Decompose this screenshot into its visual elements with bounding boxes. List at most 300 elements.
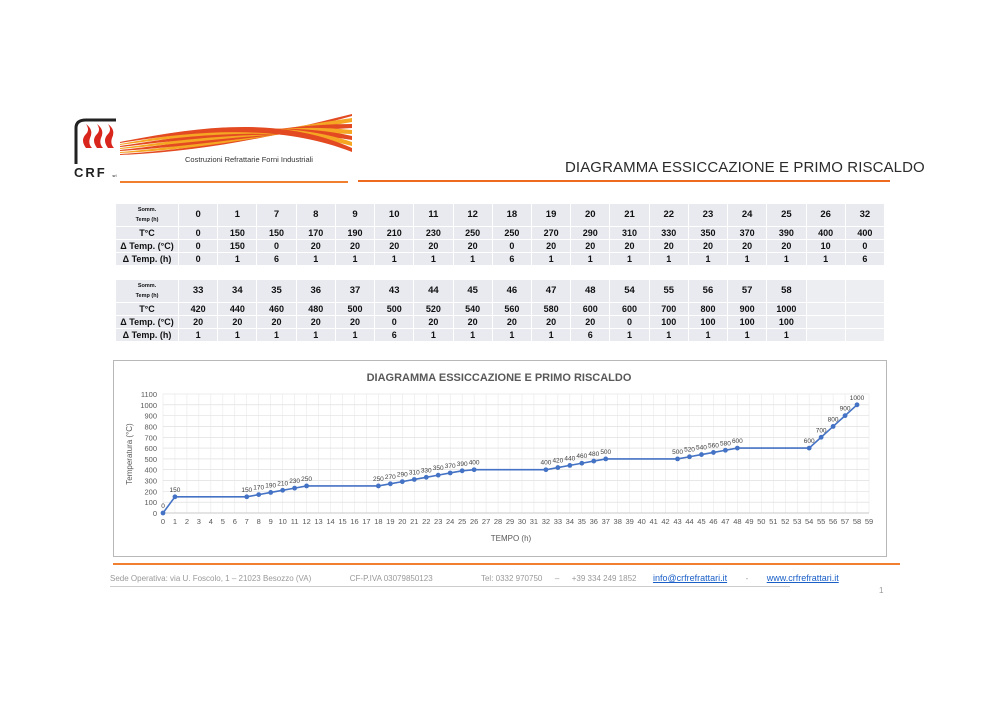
table-cell: 36 — [297, 280, 335, 302]
y-tick-label: 1000 — [140, 400, 157, 410]
table-cell: 1 — [179, 329, 217, 341]
y-tick-label: 900 — [144, 411, 157, 421]
data-label: 480 — [588, 451, 600, 459]
table-cell: 44 — [414, 280, 452, 302]
table-cell: 20 — [257, 316, 295, 328]
table-cell: 20 — [571, 240, 609, 252]
table-cell: 1 — [218, 204, 256, 226]
document-title: DIAGRAMMA ESSICCAZIONE E PRIMO RISCALDO — [565, 159, 925, 176]
table-cell: 1 — [807, 253, 845, 265]
table-cell: 540 — [454, 303, 492, 315]
x-tick-label: 58 — [852, 517, 862, 526]
page-number: 1 — [879, 586, 884, 595]
x-tick-label: 39 — [625, 517, 634, 526]
table-cell — [846, 329, 884, 341]
x-tick-label: 40 — [637, 517, 646, 526]
x-tick-label: 18 — [374, 517, 383, 526]
data-label: 330 — [420, 467, 432, 475]
data-label: 420 — [552, 457, 564, 465]
x-tick-label: 57 — [840, 517, 850, 526]
x-tick-label: 46 — [709, 517, 718, 526]
x-tick-label: 19 — [386, 517, 395, 526]
table-cell: 54 — [610, 280, 648, 302]
data-label: 460 — [576, 453, 588, 461]
x-tick-label: 38 — [613, 517, 622, 526]
table-cell: 1 — [336, 329, 374, 341]
x-tick-label: 53 — [793, 517, 802, 526]
temperature-chart — [113, 360, 885, 555]
data-label: 500 — [672, 448, 683, 456]
table-cell: 20 — [336, 316, 374, 328]
table-cell: 1 — [414, 253, 452, 265]
table-cell: 20 — [454, 240, 492, 252]
data-label: 520 — [684, 446, 695, 454]
table-cell: 1 — [493, 329, 531, 341]
y-tick-label: 400 — [144, 465, 157, 475]
table-cell: 100 — [650, 316, 688, 328]
footer-email-link[interactable]: info@crfrefrattari.it — [652, 573, 728, 583]
schedule-table-2 — [115, 279, 885, 342]
data-point — [544, 467, 549, 472]
delta-temp-row — [116, 240, 884, 252]
table-cell: 20 — [454, 316, 492, 328]
table-cell: 26 — [807, 204, 845, 226]
footer-mobile: +39 334 249 1852 — [571, 574, 637, 583]
data-point — [161, 511, 166, 516]
table-cell — [807, 280, 845, 302]
data-label: 560 — [708, 442, 719, 450]
table-cell: 20 — [571, 204, 609, 226]
x-tick-label: 16 — [350, 517, 359, 526]
y-tick-label: 800 — [144, 422, 157, 432]
data-point — [292, 486, 297, 491]
x-tick-label: 23 — [434, 517, 443, 526]
table-cell: 150 — [218, 227, 256, 239]
table-cell: 1 — [218, 329, 256, 341]
footer-vat: CF-P.IVA 03079850123 — [349, 574, 433, 583]
x-tick-label: 52 — [781, 517, 790, 526]
x-tick-label: 35 — [577, 517, 586, 526]
table-cell: 23 — [689, 204, 727, 226]
crf-logo-icon — [72, 118, 118, 166]
table-cell: 480 — [297, 303, 335, 315]
data-label: 170 — [253, 484, 265, 492]
table-cell: 440 — [218, 303, 256, 315]
temperature-row — [116, 227, 884, 239]
data-label: 400 — [540, 459, 552, 467]
table-cell: 420 — [179, 303, 217, 315]
data-point — [591, 459, 596, 464]
legal-fine-print-lines — [110, 584, 890, 587]
table-cell: 8 — [297, 204, 335, 226]
x-tick-label: 59 — [864, 517, 874, 526]
company-name: Costruzioni Refrattarie Forni Industriali — [185, 155, 313, 164]
table-cell: 20 — [532, 316, 570, 328]
table-cell: 1 — [257, 329, 295, 341]
data-point — [687, 454, 692, 459]
footer-address: Sede Operativa: via U. Foscolo, 1 – 21023 Besozzo (VA) — [110, 574, 312, 583]
table-cell: 18 — [493, 204, 531, 226]
table-cell: 1 — [610, 329, 648, 341]
table-cell: 45 — [454, 280, 492, 302]
table-cell: 19 — [532, 204, 570, 226]
table-cell: 210 — [375, 227, 413, 239]
table-cell: 20 — [493, 316, 531, 328]
table-cell: 25 — [767, 204, 805, 226]
data-point — [472, 467, 477, 472]
data-point — [244, 494, 249, 499]
hours-row — [116, 204, 884, 226]
table-cell — [807, 316, 845, 328]
data-label: 350 — [432, 465, 444, 473]
data-point — [304, 484, 309, 489]
table-cell: 500 — [336, 303, 374, 315]
data-label: 400 — [468, 459, 480, 467]
table-cell: 24 — [728, 204, 766, 226]
header-divider-right — [358, 180, 890, 182]
table-cell: 1000 — [767, 303, 805, 315]
x-tick-label: 26 — [469, 517, 479, 526]
table-cell: 9 — [336, 204, 374, 226]
table-cell: 1 — [336, 253, 374, 265]
footer-phone: Tel: 0332 970750 — [480, 574, 543, 583]
table-cell: 56 — [689, 280, 727, 302]
table-cell: 20 — [218, 316, 256, 328]
table-cell: 7 — [257, 204, 295, 226]
table-cell: 55 — [650, 280, 688, 302]
table-cell: 100 — [728, 316, 766, 328]
data-label: 370 — [444, 462, 456, 470]
x-tick-label: 31 — [529, 517, 539, 526]
table-cell: 33 — [179, 280, 217, 302]
x-tick-label: 3 — [196, 517, 201, 526]
x-tick-label: 29 — [505, 517, 515, 526]
table-cell: 47 — [532, 280, 570, 302]
footer — [110, 573, 870, 583]
table-cell: 390 — [767, 227, 805, 239]
data-point — [723, 448, 728, 453]
table-cell: 1 — [767, 329, 805, 341]
table-cell: 20 — [650, 240, 688, 252]
x-tick-label: 9 — [268, 517, 273, 526]
data-label: 500 — [600, 448, 612, 456]
schedule-table-1 — [115, 203, 885, 266]
x-tick-label: 20 — [398, 517, 407, 526]
table-cell: 1 — [650, 329, 688, 341]
table-cell: 350 — [689, 227, 727, 239]
table-cell: 20 — [297, 316, 335, 328]
table-cell: 0 — [610, 316, 648, 328]
logo-text: CRF srl — [74, 165, 117, 180]
data-label: 540 — [696, 444, 707, 452]
table-cell: 20 — [767, 240, 805, 252]
data-label: 230 — [289, 478, 301, 486]
table-cell: 10 — [807, 240, 845, 252]
data-label: 150 — [241, 486, 253, 494]
row-label: Δ Temp. (h) — [116, 253, 178, 265]
x-tick-label: 49 — [745, 517, 754, 526]
row-label: T°C — [116, 227, 178, 239]
table-cell: 11 — [414, 204, 452, 226]
data-label: 600 — [803, 438, 815, 446]
table-cell: 35 — [257, 280, 295, 302]
x-tick-label: 21 — [410, 517, 419, 526]
table-cell: 10 — [375, 204, 413, 226]
data-label: 700 — [815, 427, 827, 435]
table-cell: 0 — [846, 240, 884, 252]
table-cell: 290 — [571, 227, 609, 239]
table-cell: 0 — [375, 316, 413, 328]
table-cell — [807, 329, 845, 341]
table-cell: 250 — [454, 227, 492, 239]
temp-h-label: Temp (h) — [135, 293, 159, 299]
data-point — [448, 471, 453, 476]
row-label — [116, 204, 178, 226]
table-cell: 20 — [728, 240, 766, 252]
y-tick-label: 500 — [144, 454, 157, 464]
table-cell: 1 — [571, 253, 609, 265]
data-label: 190 — [265, 482, 277, 490]
data-point — [831, 424, 836, 429]
data-point — [173, 494, 178, 499]
table-cell: 520 — [414, 303, 452, 315]
x-tick-label: 8 — [256, 517, 261, 526]
row-label: Δ Temp. (°C) — [116, 316, 178, 328]
footer-website-link[interactable]: www.crfrefrattari.it — [766, 573, 839, 583]
table-cell: 700 — [650, 303, 688, 315]
table-cell: 0 — [493, 240, 531, 252]
table-cell: 460 — [257, 303, 295, 315]
x-tick-label: 17 — [362, 517, 371, 526]
table-cell — [846, 303, 884, 315]
x-tick-label: 47 — [721, 517, 730, 526]
x-tick-label: 41 — [649, 517, 658, 526]
table-cell: 0 — [179, 227, 217, 239]
data-point — [555, 465, 560, 470]
data-label: 800 — [827, 416, 839, 424]
data-point — [256, 492, 261, 497]
y-tick-label: 700 — [144, 433, 157, 443]
table-cell — [846, 280, 884, 302]
table-cell: 32 — [846, 204, 884, 226]
table-cell: 1 — [689, 253, 727, 265]
temp-h-label: Temp (h) — [135, 217, 159, 223]
y-tick-label: 100 — [144, 498, 157, 508]
table-cell: 600 — [610, 303, 648, 315]
x-tick-label: 32 — [541, 517, 551, 526]
x-tick-label: 33 — [553, 517, 563, 526]
x-tick-label: 56 — [828, 517, 838, 526]
x-tick-label: 36 — [589, 517, 598, 526]
table-cell: 6 — [846, 253, 884, 265]
x-tick-label: 22 — [422, 517, 431, 526]
chart-y-axis-label: Temperatura (°C) — [125, 423, 134, 485]
y-tick-label: 200 — [144, 487, 157, 497]
data-point — [675, 457, 680, 462]
data-point — [280, 488, 285, 493]
table-cell: 20 — [532, 240, 570, 252]
chart-title: DIAGRAMMA ESSICCAZIONE E PRIMO RISCALDO — [366, 372, 632, 384]
x-tick-label: 1 — [172, 517, 178, 526]
x-tick-label: 54 — [804, 517, 814, 526]
table-cell: 1 — [218, 253, 256, 265]
table-cell: 1 — [297, 253, 335, 265]
table-cell: 900 — [728, 303, 766, 315]
data-label: 0 — [161, 503, 165, 510]
data-label: 150 — [169, 486, 181, 494]
footer-divider — [113, 563, 900, 565]
data-point — [400, 479, 405, 484]
table-cell: 400 — [846, 227, 884, 239]
data-point — [603, 457, 608, 462]
table-cell: 250 — [493, 227, 531, 239]
x-tick-label: 42 — [661, 517, 670, 526]
table-cell: 48 — [571, 280, 609, 302]
x-tick-label: 25 — [457, 517, 467, 526]
flame-stripes-decoration — [120, 112, 352, 156]
data-point — [376, 484, 381, 489]
table-cell: 6 — [375, 329, 413, 341]
table-cell: 20 — [336, 240, 374, 252]
table-cell: 20 — [297, 240, 335, 252]
x-tick-label: 37 — [601, 517, 610, 526]
table-cell: 100 — [689, 316, 727, 328]
table-cell: 270 — [532, 227, 570, 239]
table-cell: 1 — [454, 253, 492, 265]
data-point — [855, 402, 860, 407]
table-cell: 1 — [297, 329, 335, 341]
data-label: 600 — [731, 438, 743, 446]
data-point — [424, 475, 429, 480]
data-point — [412, 477, 417, 482]
x-tick-label: 7 — [244, 517, 249, 526]
header-divider-left — [120, 181, 348, 183]
x-tick-label: 48 — [733, 517, 742, 526]
table-cell: 500 — [375, 303, 413, 315]
data-point — [807, 446, 812, 451]
x-tick-label: 14 — [326, 517, 335, 526]
table-cell: 330 — [650, 227, 688, 239]
table-cell: 600 — [571, 303, 609, 315]
table-cell: 1 — [454, 329, 492, 341]
data-label: 310 — [408, 469, 420, 477]
x-tick-label: 5 — [220, 517, 225, 526]
data-point — [579, 461, 584, 466]
footer-separator: - — [745, 574, 749, 583]
table-cell: 400 — [807, 227, 845, 239]
table-cell: 1 — [728, 253, 766, 265]
table-cell: 0 — [179, 253, 217, 265]
table-cell: 1 — [728, 329, 766, 341]
table-cell: 20 — [375, 240, 413, 252]
data-point — [268, 490, 273, 495]
data-label: 250 — [301, 475, 313, 483]
x-tick-label: 30 — [517, 517, 527, 526]
table-cell: 20 — [571, 316, 609, 328]
data-point — [711, 450, 716, 455]
table-cell: 1 — [767, 253, 805, 265]
delta-temp-row — [116, 316, 884, 328]
table-cell: 0 — [179, 240, 217, 252]
table-cell: 43 — [375, 280, 413, 302]
table-cell: 57 — [728, 280, 766, 302]
x-tick-label: 6 — [232, 517, 237, 526]
data-label: 440 — [564, 455, 576, 463]
data-label: 900 — [839, 405, 851, 413]
table-cell: 1 — [532, 253, 570, 265]
table-cell: 20 — [414, 316, 452, 328]
table-cell: 46 — [493, 280, 531, 302]
table-cell: 230 — [414, 227, 452, 239]
data-point — [460, 468, 465, 473]
table-cell: 560 — [493, 303, 531, 315]
x-tick-label: 55 — [816, 517, 826, 526]
x-tick-label: 2 — [184, 517, 190, 526]
table-cell: 1 — [689, 329, 727, 341]
x-tick-label: 4 — [208, 517, 213, 526]
data-point — [436, 473, 441, 478]
table-cell: 150 — [218, 240, 256, 252]
row-label: T°C — [116, 303, 178, 315]
x-tick-label: 28 — [493, 517, 503, 526]
x-tick-label: 51 — [769, 517, 778, 526]
table-cell: 580 — [532, 303, 570, 315]
table-cell: 1 — [650, 253, 688, 265]
x-tick-label: 13 — [314, 517, 323, 526]
y-tick-label: 600 — [144, 444, 157, 454]
table-cell: 58 — [767, 280, 805, 302]
x-tick-label: 45 — [697, 517, 706, 526]
data-label: 580 — [719, 440, 731, 448]
row-label: Δ Temp. (°C) — [116, 240, 178, 252]
data-point — [843, 413, 848, 418]
table-cell: 21 — [610, 204, 648, 226]
data-point — [735, 446, 740, 451]
footer-dash: – — [554, 574, 560, 583]
table-cell: 800 — [689, 303, 727, 315]
data-label: 290 — [396, 471, 408, 479]
table-cell: 20 — [689, 240, 727, 252]
x-tick-label: 50 — [757, 517, 766, 526]
x-tick-label: 10 — [278, 517, 287, 526]
table-cell: 150 — [257, 227, 295, 239]
table-cell: 6 — [257, 253, 295, 265]
data-label: 250 — [372, 475, 384, 483]
table-cell — [807, 303, 845, 315]
table-cell: 1 — [375, 253, 413, 265]
data-point — [567, 463, 572, 468]
data-point — [819, 435, 824, 440]
table-cell: 12 — [454, 204, 492, 226]
table-cell: 170 — [297, 227, 335, 239]
x-tick-label: 0 — [160, 517, 166, 526]
row-label: Δ Temp. (h) — [116, 329, 178, 341]
delta-time-row — [116, 253, 884, 265]
x-tick-label: 27 — [481, 517, 491, 526]
data-label: 210 — [277, 480, 289, 488]
data-point — [388, 481, 393, 486]
x-tick-label: 44 — [685, 517, 694, 526]
x-tick-label: 15 — [338, 517, 347, 526]
somm-label: Somm. — [137, 207, 157, 213]
x-tick-label: 43 — [673, 517, 682, 526]
y-tick-label: 0 — [152, 509, 157, 518]
y-tick-label: 1100 — [140, 390, 157, 399]
table-cell: 20 — [179, 316, 217, 328]
table-cell: 6 — [571, 329, 609, 341]
table-cell: 1 — [532, 329, 570, 341]
delta-time-row — [116, 329, 884, 341]
